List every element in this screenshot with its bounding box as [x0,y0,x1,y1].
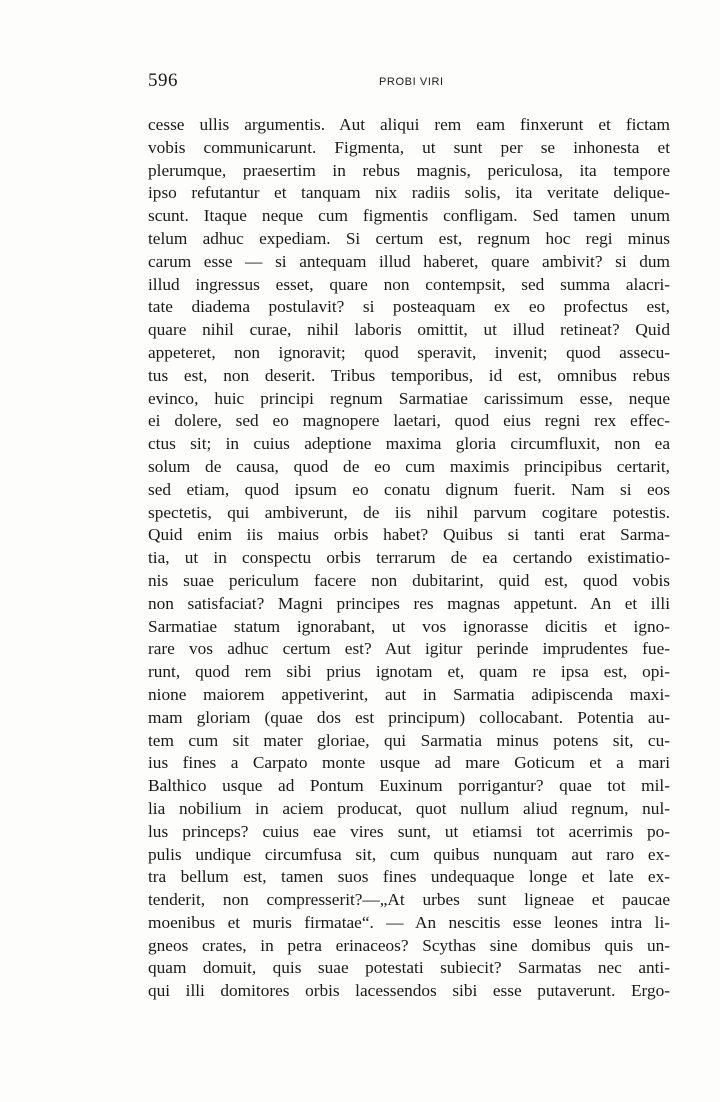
text-line: Balthico usque ad Pontum Euxinum porrigantur? quae tot mil- [148,776,670,796]
text-line: nis suae periculum facere non dubitarint, quid est, quod vobis [148,570,670,590]
text-line: Quid enim iis maius orbis habet? Quibus si tanti erat Sarma- [148,525,670,545]
text-line: qui illi domitores orbis lacessendos sibi esse putaverunt. Ergo- [148,981,670,1001]
text-line: telum adhuc expediam. Si certum est, regnum hoc regi minus [148,228,670,248]
text-line: tate diadema postulavit? si posteaquam ex eo profectus est, [148,297,670,317]
text-line: ctus sit; in cuius adeptione maxima gloria circumfluxit, non ea [148,434,670,454]
text-line: pulis undique circumfusa sit, cum quibus nunquam aut raro ex- [148,844,670,864]
text-line: lus princeps? cuius eae vires sunt, ut etiamsi tot acerrimis po- [148,821,670,841]
text-line: gneos crates, in petra erinaceos? Scythas sine domibus quis un- [148,935,670,955]
text-line: spectetis, qui ambiverunt, de iis nihil parvum cogitare potestis. [148,502,670,522]
text-line: quare nihil curae, nihil laboris omittit, ut illud retineat? Quid [148,320,670,340]
text-line: vobis communicarunt. Figmenta, ut sunt per se inhonesta et [148,137,670,157]
text-line: ius fines a Carpato monte usque ad mare Goticum et a mari [148,753,670,773]
text-line: solum de causa, quod de eo cum maximis principibus certarit, [148,456,670,476]
running-head: PROBI VIRI [379,76,444,88]
text-line: scunt. Itaque neque cum figmentis confligam. Sed tamen unum [148,206,670,226]
text-line: illud ingressus esset, quare non contempsit, sed summa alacri- [148,274,670,294]
text-line: tem cum sit mater gloriae, qui Sarmatia minus potens sit, cu- [148,730,670,750]
text-line: tus est, non deserit. Tribus temporibus, id est, omnibus rebus [148,365,670,385]
text-line: ei dolere, sed eo magnopere laetari, quod eius regni rex effec- [148,411,670,431]
text-line: ipso refutantur et tanquam nix radiis solis, ita veritate delique- [148,183,670,203]
text-line: plerumque, praesertim in rebus magnis, periculosa, ita tempore [148,160,670,180]
text-line: rare vos adhuc certum est? Aut igitur perinde imprudentes fue- [148,639,670,659]
text-line: tra bellum est, tamen suos fines undequaque longe et late ex- [148,867,670,887]
text-line: lia nobilium in aciem producat, quot nullum aliud regnum, nul- [148,798,670,818]
page-number: 596 [148,70,178,91]
body-text [148,114,670,1003]
text-line: runt, quod rem sibi prius ignotam et, quam re ipsa est, opi- [148,662,670,682]
text-line: quam domuit, quis suae potestati subiecit? Sarmatas nec anti- [148,958,670,978]
text-line: carum esse — si antequam illud haberet, quare ambivit? si dum [148,251,670,271]
text-line: evinco, huic principi regnum Sarmatiae carissimum esse, neque [148,388,670,408]
text-line: Sarmatiae statum ignorabant, ut vos ignorasse dicitis et igno- [148,616,670,636]
text-line: sed etiam, quod ipsum eo conatu dignum fuerit. Nam si eos [148,479,670,499]
text-line: tenderit, non compresserit?—„At urbes sunt ligneae et paucae [148,890,670,910]
text-line: tia, ut in conspectu orbis terrarum de ea certando existimatio- [148,548,670,568]
text-line: cesse ullis argumentis. Aut aliqui rem eam finxerunt et fictam [148,115,670,134]
text-line: nione maiorem appetiverint, aut in Sarmatia adipiscenda maxi- [148,684,670,704]
text-line: mam gloriam (quae dos est principum) collocabant. Potentia au- [148,707,670,727]
text-line: non satisfaciat? Magni principes res magnas appetunt. An et illi [148,593,670,613]
text-line: moenibus et muris firmatae“. — An nescitis esse leones intra li- [148,912,670,932]
text-line: appeteret, non ignoravit; quod speravit, invenit; quod assecu- [148,342,670,362]
